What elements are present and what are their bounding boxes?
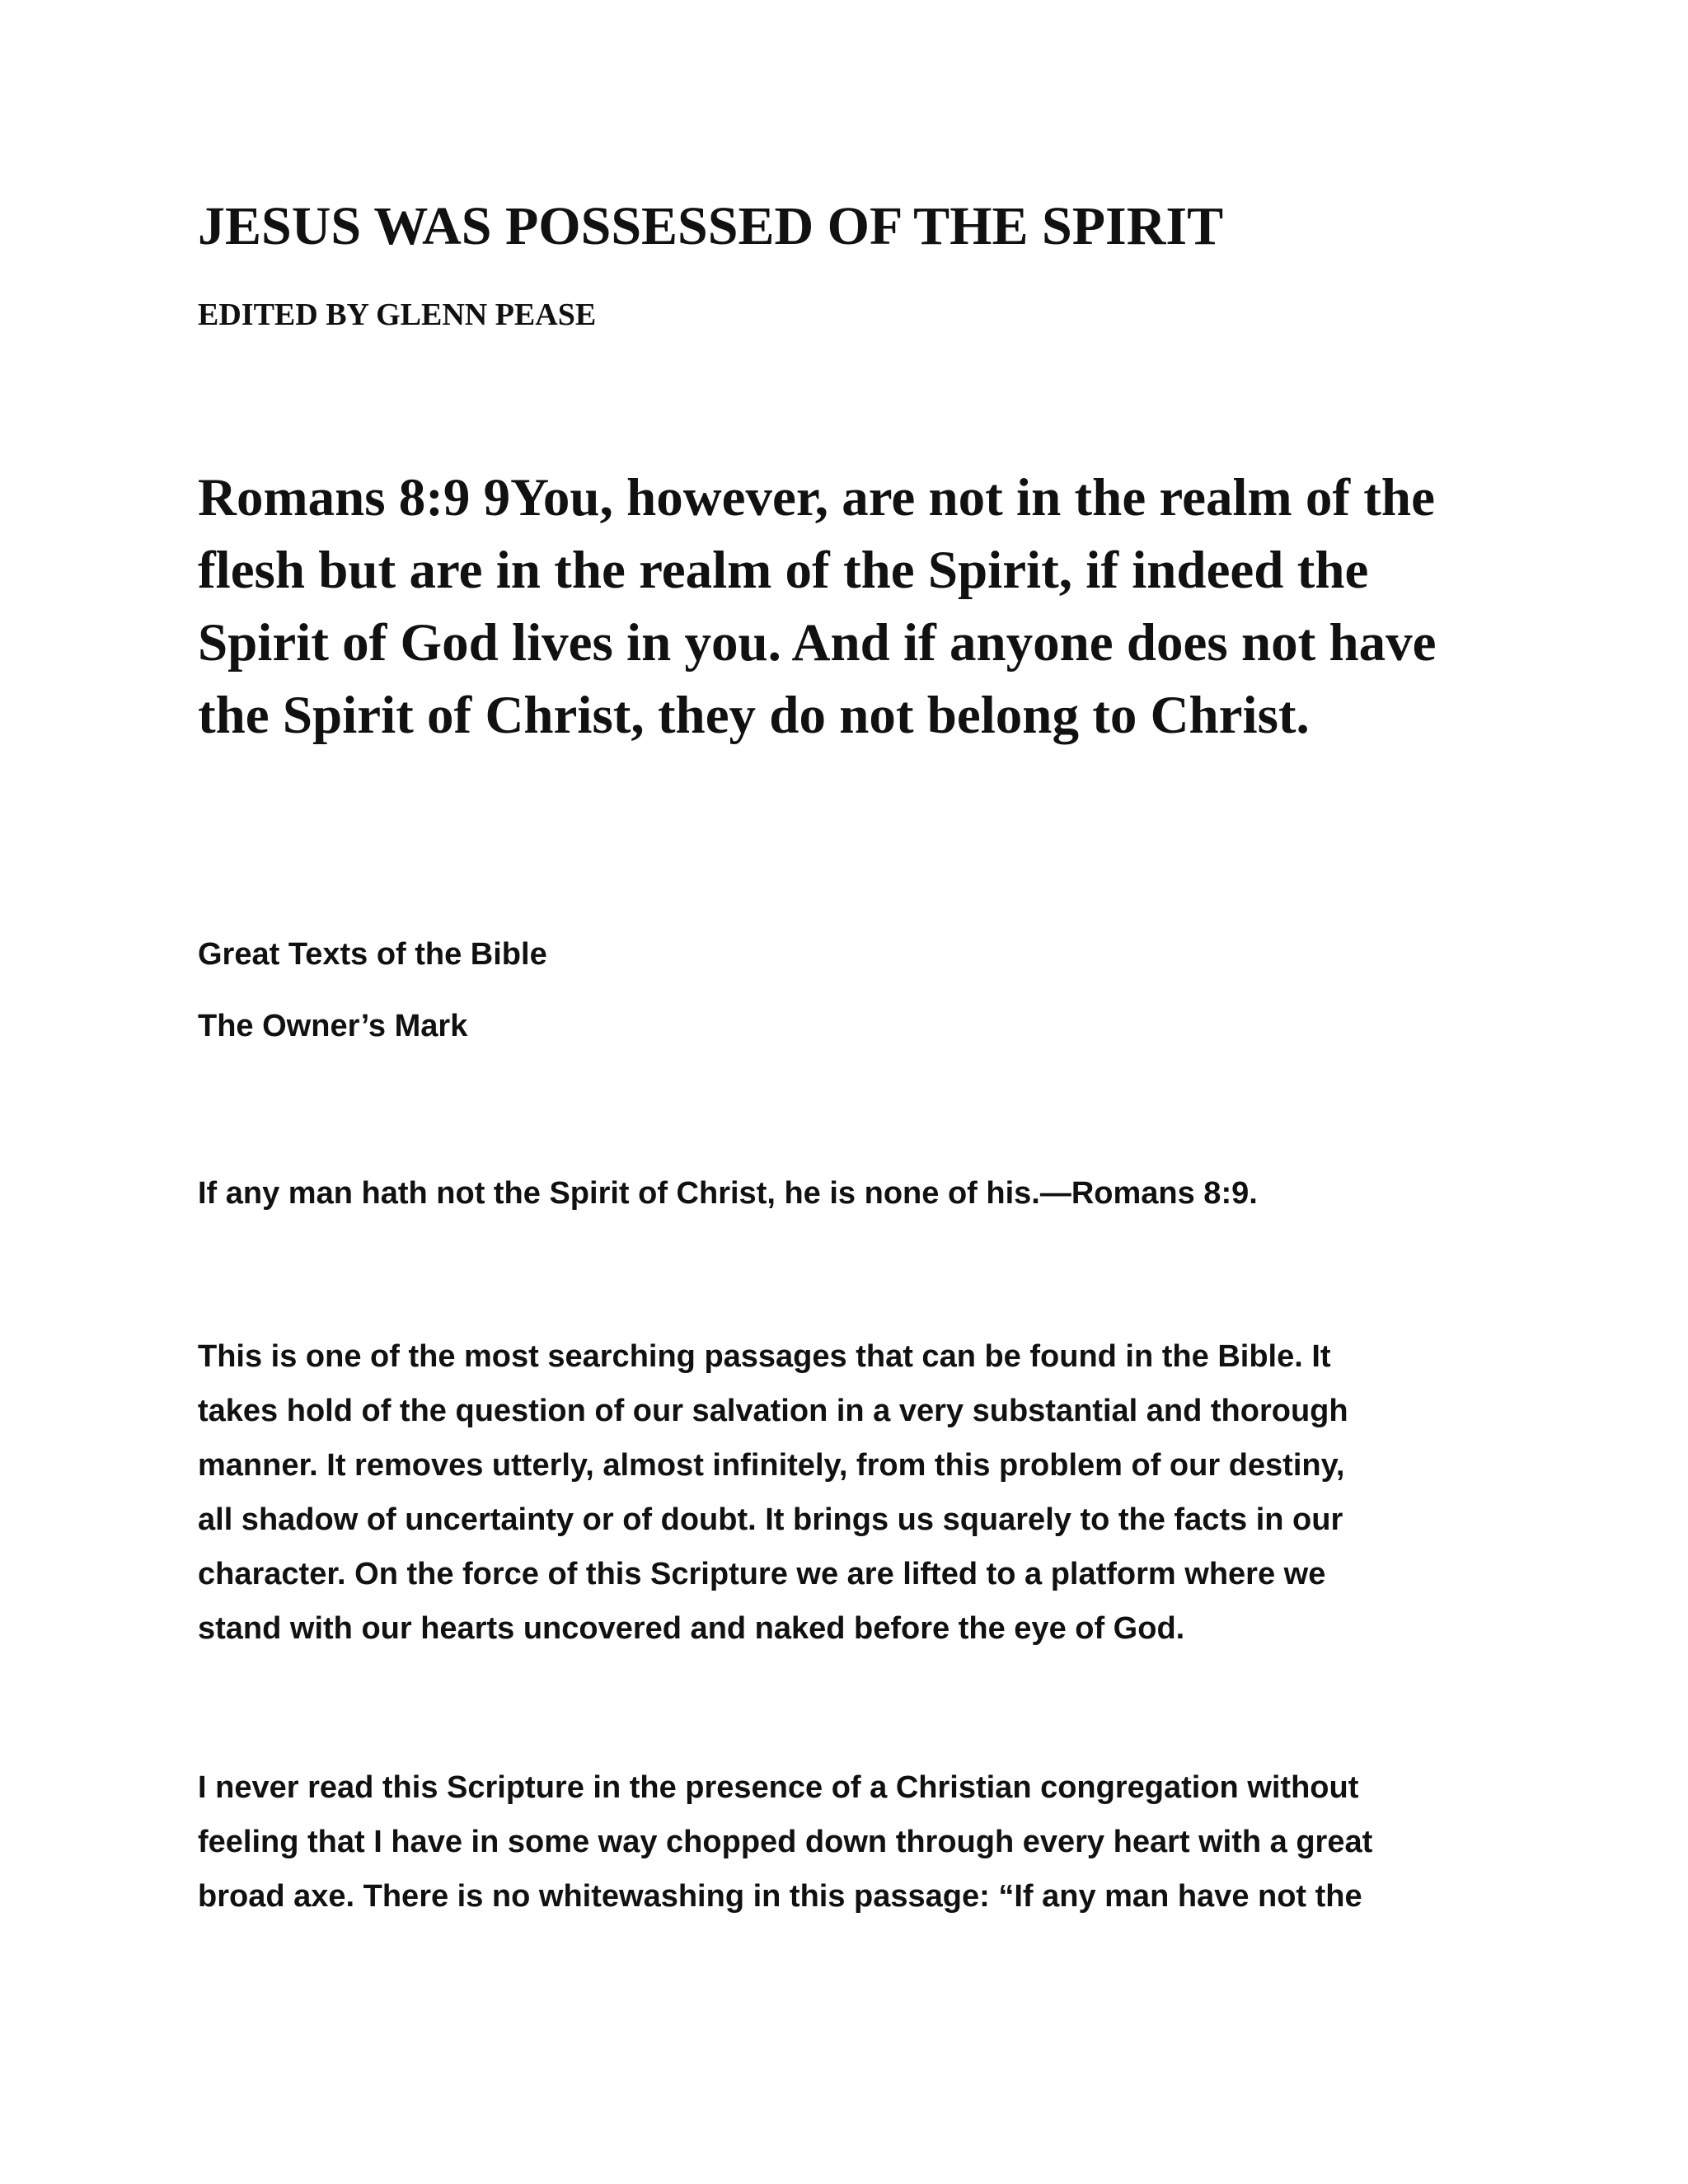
paragraph-line: broad axe. There is no whitewashing in this passage: “If any man have not the xyxy=(198,1879,1362,1914)
byline: EDITED BY GLENN PEASE xyxy=(198,298,597,332)
document-title: JESUS WAS POSSESSED OF THE SPIRIT xyxy=(198,196,1224,256)
paragraph-line: all shadow of uncertainty or of doubt. It brings us squarely to the facts in our xyxy=(198,1502,1343,1537)
paragraph-line: feeling that I have in some way chopped down through every heart with a great xyxy=(198,1825,1373,1859)
scripture-verse xyxy=(198,462,1517,752)
verse-line: Romans 8:9 9You, however, are not in the realm of the xyxy=(198,468,1435,527)
source-heading: Great Texts of the Bible xyxy=(198,937,547,972)
paragraph-line: This is one of the most searching passages that can be found in the Bible. It xyxy=(198,1339,1331,1374)
paragraph-line: I never read this Scripture in the presence of a Christian congregation without xyxy=(198,1770,1359,1805)
verse-line: Spirit of God lives in you. And if anyone does not have xyxy=(198,613,1437,673)
paragraph xyxy=(198,1329,1348,1656)
section-title: The Owner’s Mark xyxy=(198,1009,468,1043)
verse-line: flesh but are in the realm of the Spirit, if indeed the xyxy=(198,541,1369,600)
epigraph: If any man hath not the Spirit of Christ, he is none of his.—Romans 8:9. xyxy=(198,1176,1258,1211)
paragraph-line: manner. It removes utterly, almost infinitely, from this problem of our destiny, xyxy=(198,1448,1345,1483)
paragraph-line: stand with our hearts uncovered and naked before the eye of God. xyxy=(198,1611,1185,1646)
paragraph-line: takes hold of the question of our salvation in a very substantial and thorough xyxy=(198,1394,1348,1428)
verse-line: the Spirit of Christ, they do not belong to Christ. xyxy=(198,686,1310,745)
paragraph xyxy=(198,1760,1372,1924)
paragraph-line: character. On the force of this Scripture we are lifted to a platform where we xyxy=(198,1557,1326,1591)
